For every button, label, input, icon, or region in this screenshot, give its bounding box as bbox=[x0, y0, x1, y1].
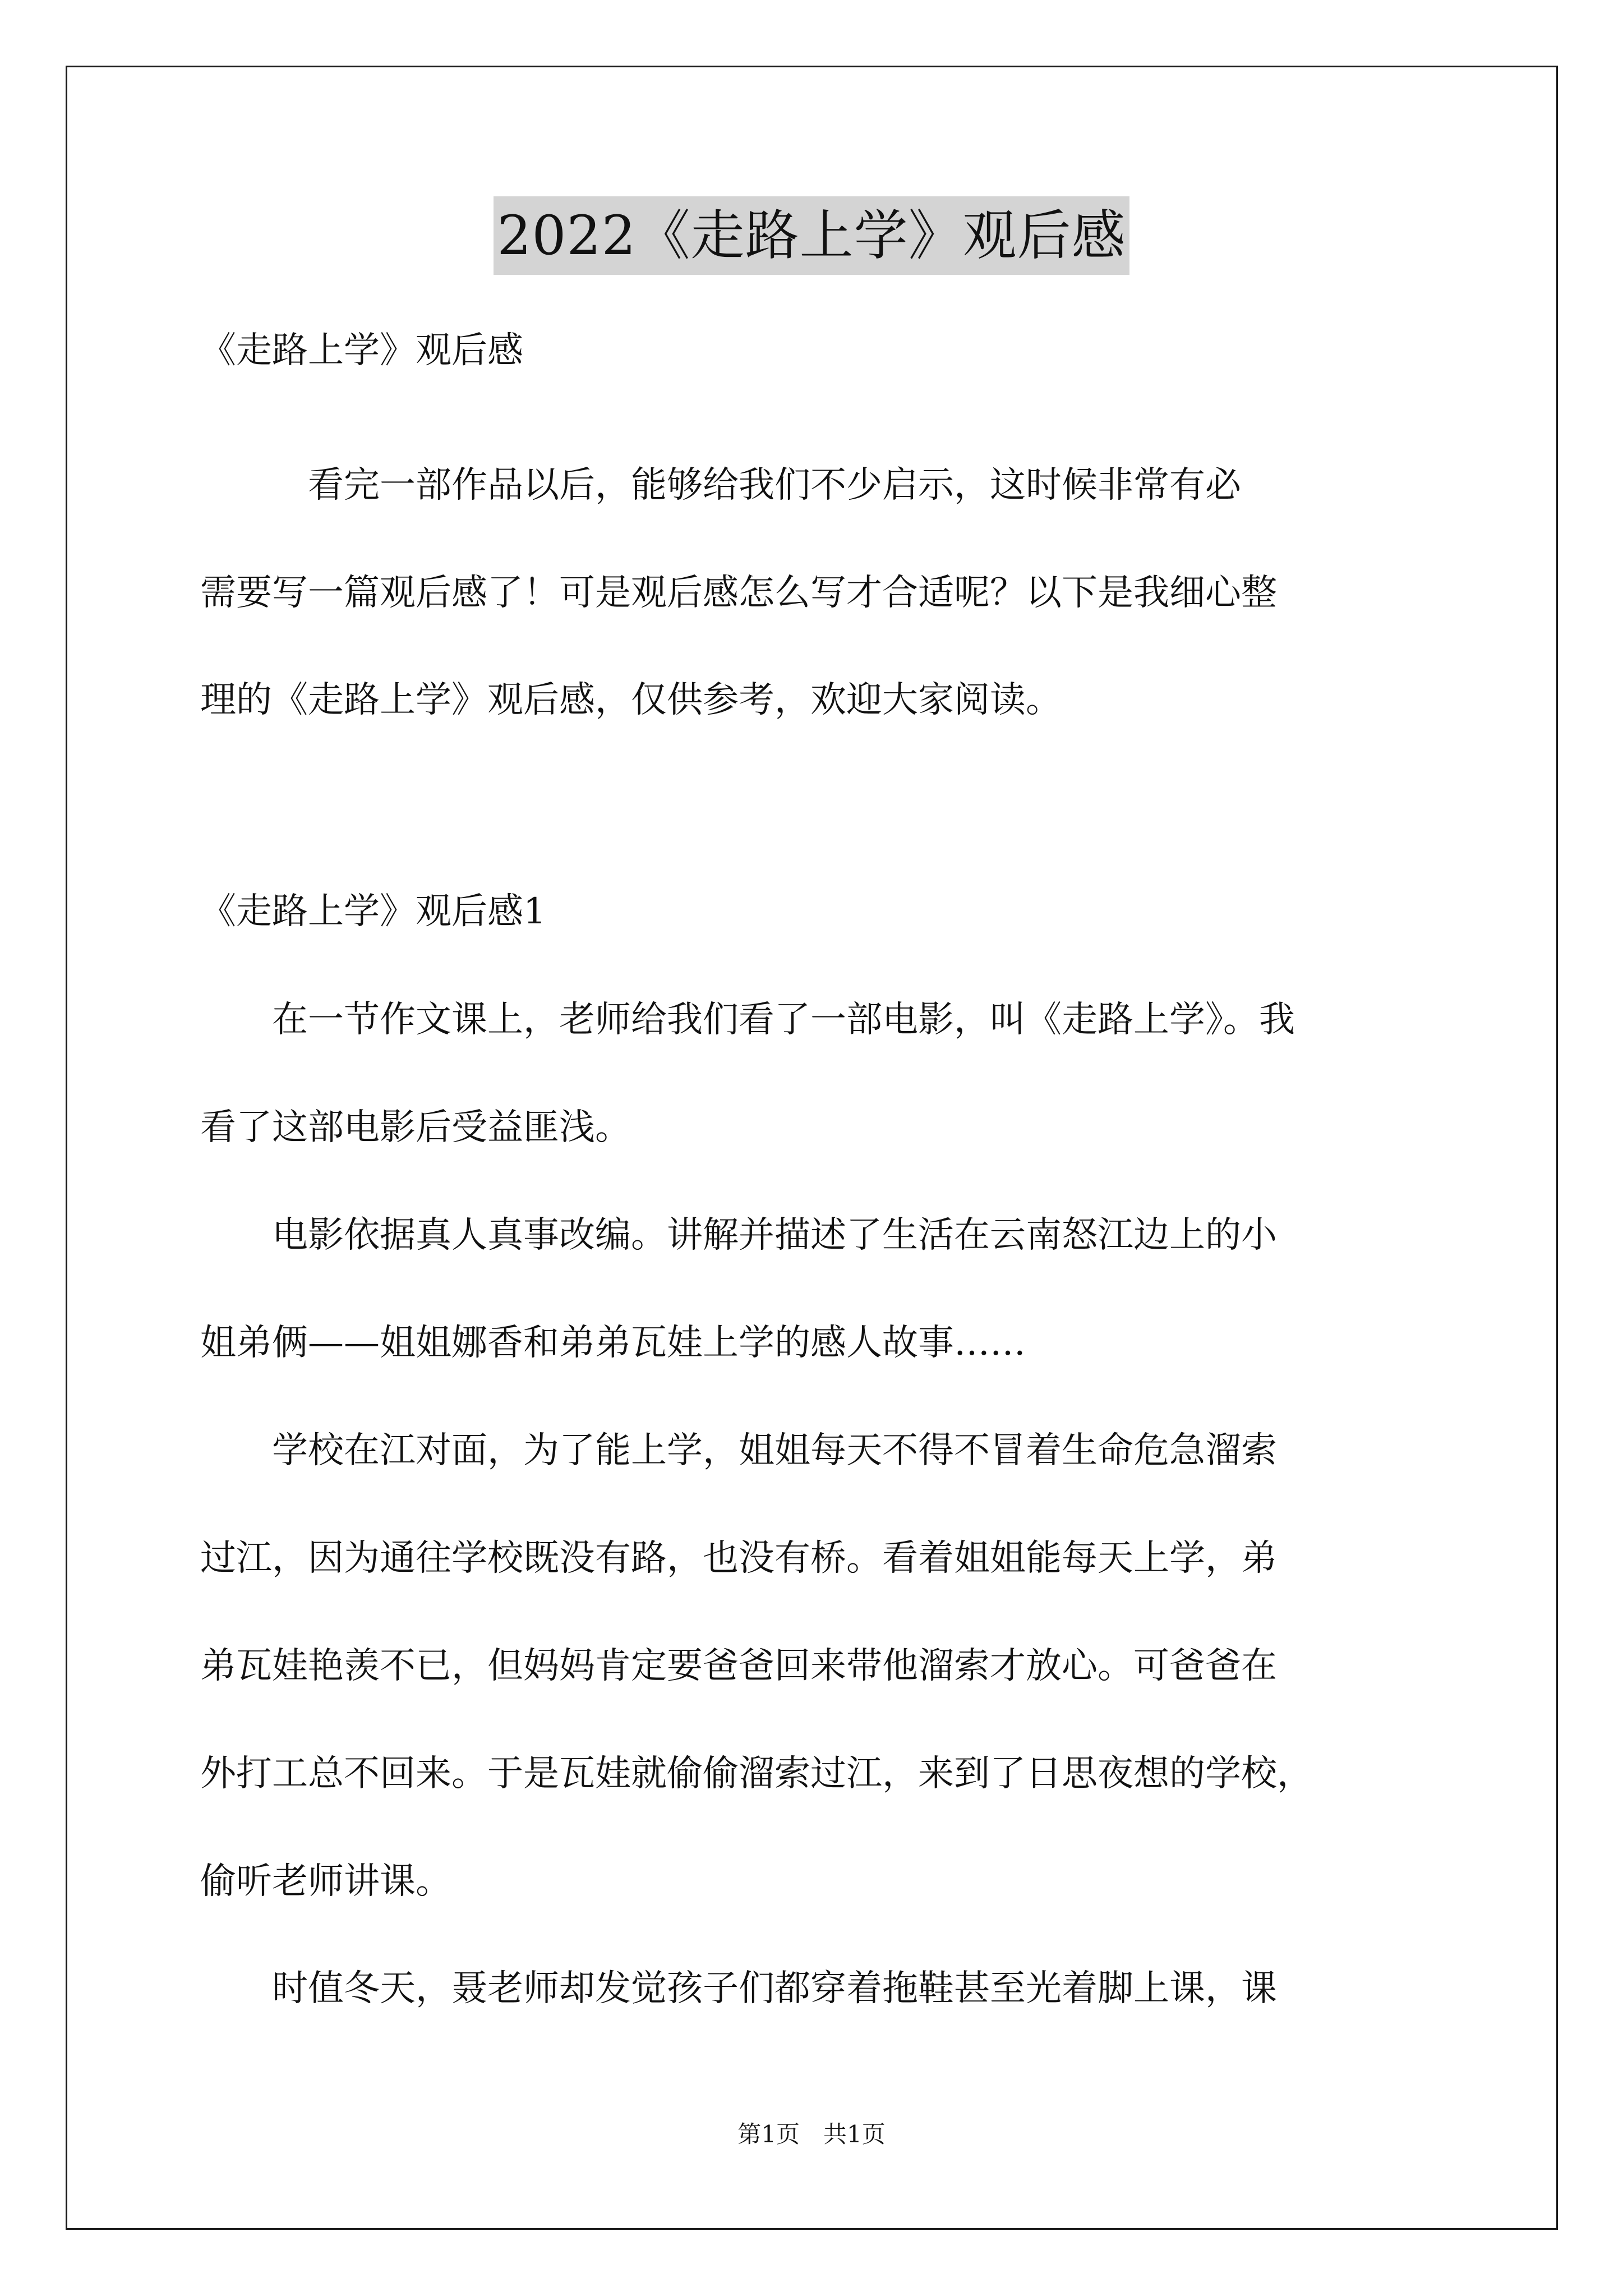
paragraph-line: 外打工总不回来。于是瓦娃就偷偷溜索过江，来到了日思夜想的学校， bbox=[200, 1753, 1313, 1795]
subtitle-line: 《走路上学》观后感 bbox=[200, 330, 523, 371]
paragraph-line: 看了这部电影后受益匪浅。 bbox=[200, 1107, 631, 1148]
title-container bbox=[0, 196, 1623, 275]
paragraph-line: 看完一部作品以后，能够给我们不少启示，这时候非常有必 bbox=[200, 464, 1241, 506]
paragraph-line: 弟瓦娃艳羡不已，但妈妈肯定要爸爸回来带他溜索才放心。可爸爸在 bbox=[200, 1645, 1277, 1687]
section-heading: 《走路上学》观后感1 bbox=[200, 891, 546, 932]
paragraph-line: 偷听老师讲课。 bbox=[200, 1861, 451, 1902]
paragraph-line: 时值冬天，聂老师却发觉孩子们都穿着拖鞋甚至光着脚上课，课 bbox=[200, 1968, 1277, 2009]
paragraph-line: 学校在江对面，为了能上学，姐姐每天不得不冒着生命危急溜索 bbox=[200, 1430, 1277, 1471]
page-number-label: 第1页 共1页 bbox=[737, 2120, 886, 2148]
paragraph-line: 需要写一篇观后感了！可是观后感怎么写才合适呢？以下是我细心整 bbox=[200, 572, 1277, 614]
paragraph-line: 姐弟俩——姐姐娜香和弟弟瓦娃上学的感人故事…… bbox=[200, 1322, 1026, 1364]
paragraph-line: 电影依据真人真事改编。讲解并描述了生活在云南怒江边上的小 bbox=[200, 1214, 1277, 1256]
paragraph-line: 过江，因为通往学校既没有路，也没有桥。看着姐姐能每天上学，弟 bbox=[200, 1538, 1277, 1579]
paragraph-line: 在一节作文课上，老师给我们看了一部电影，叫《走路上学》。我 bbox=[200, 999, 1295, 1041]
paragraph-line: 理的《走路上学》观后感，仅供参考，欢迎大家阅读。 bbox=[200, 679, 1062, 721]
document-title: 2022《走路上学》观后感 bbox=[494, 196, 1129, 275]
page-footer bbox=[0, 2118, 1623, 2151]
